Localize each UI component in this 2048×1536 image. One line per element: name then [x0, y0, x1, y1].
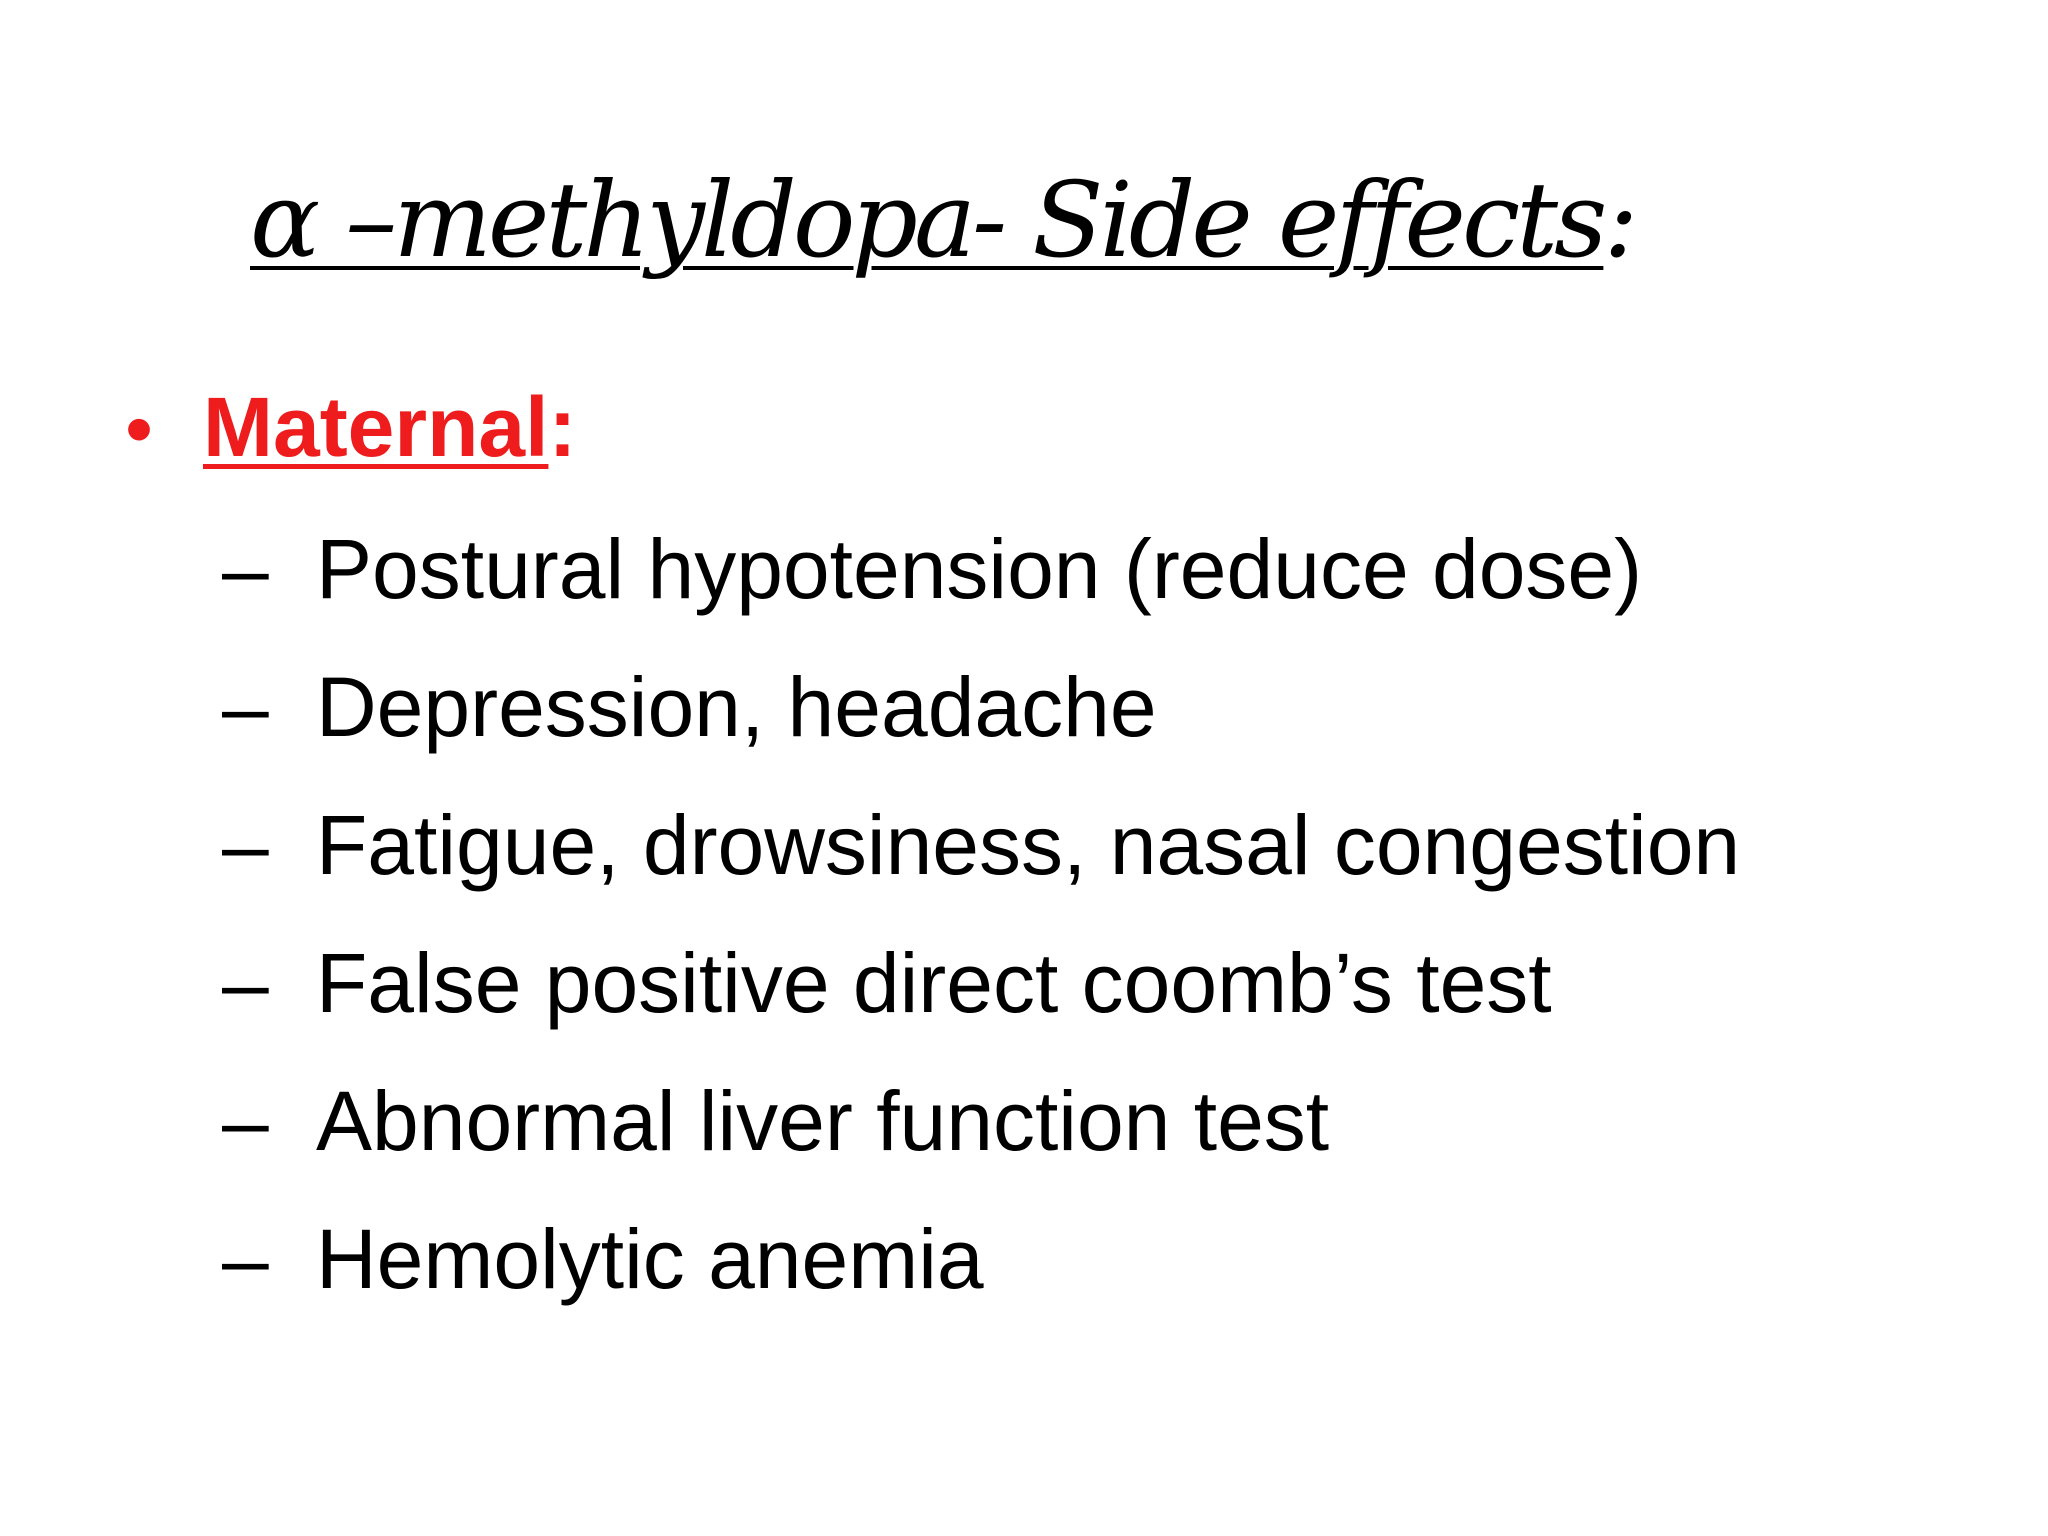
slide-title-colon: : [1603, 159, 1635, 281]
dash-icon: – [222, 1212, 269, 1306]
dash-icon: – [222, 798, 269, 892]
slide-title [250, 150, 1634, 290]
slide-title-text: α –methyldopa- Side effects [250, 159, 1604, 281]
dash-icon: – [222, 1074, 269, 1168]
list-item-text: Postural hypotension (reduce dose) [316, 522, 1643, 616]
dash-icon: – [222, 522, 269, 616]
section-label: Maternal [203, 380, 549, 474]
list-item-text: Fatigue, drowsiness, nasal congestion [316, 798, 1741, 892]
list-item-text: Abnormal liver function test [316, 1074, 1330, 1168]
list-item [222, 638, 1740, 776]
list-item-text: False positive direct coomb’s test [316, 936, 1552, 1030]
section-label-colon: : [548, 380, 577, 474]
list-item [222, 914, 1740, 1052]
list-item-text: Depression, headache [316, 660, 1157, 754]
list-item [222, 500, 1740, 638]
side-effects-list [222, 500, 1740, 1328]
bullet-dot-icon: • [125, 384, 154, 473]
section-bullet-maternal [125, 372, 576, 482]
list-item [222, 1052, 1740, 1190]
list-item-text: Hemolytic anemia [316, 1212, 984, 1306]
list-item [222, 1190, 1740, 1328]
list-item [222, 776, 1740, 914]
dash-icon: – [222, 660, 269, 754]
dash-icon: – [222, 936, 269, 1030]
